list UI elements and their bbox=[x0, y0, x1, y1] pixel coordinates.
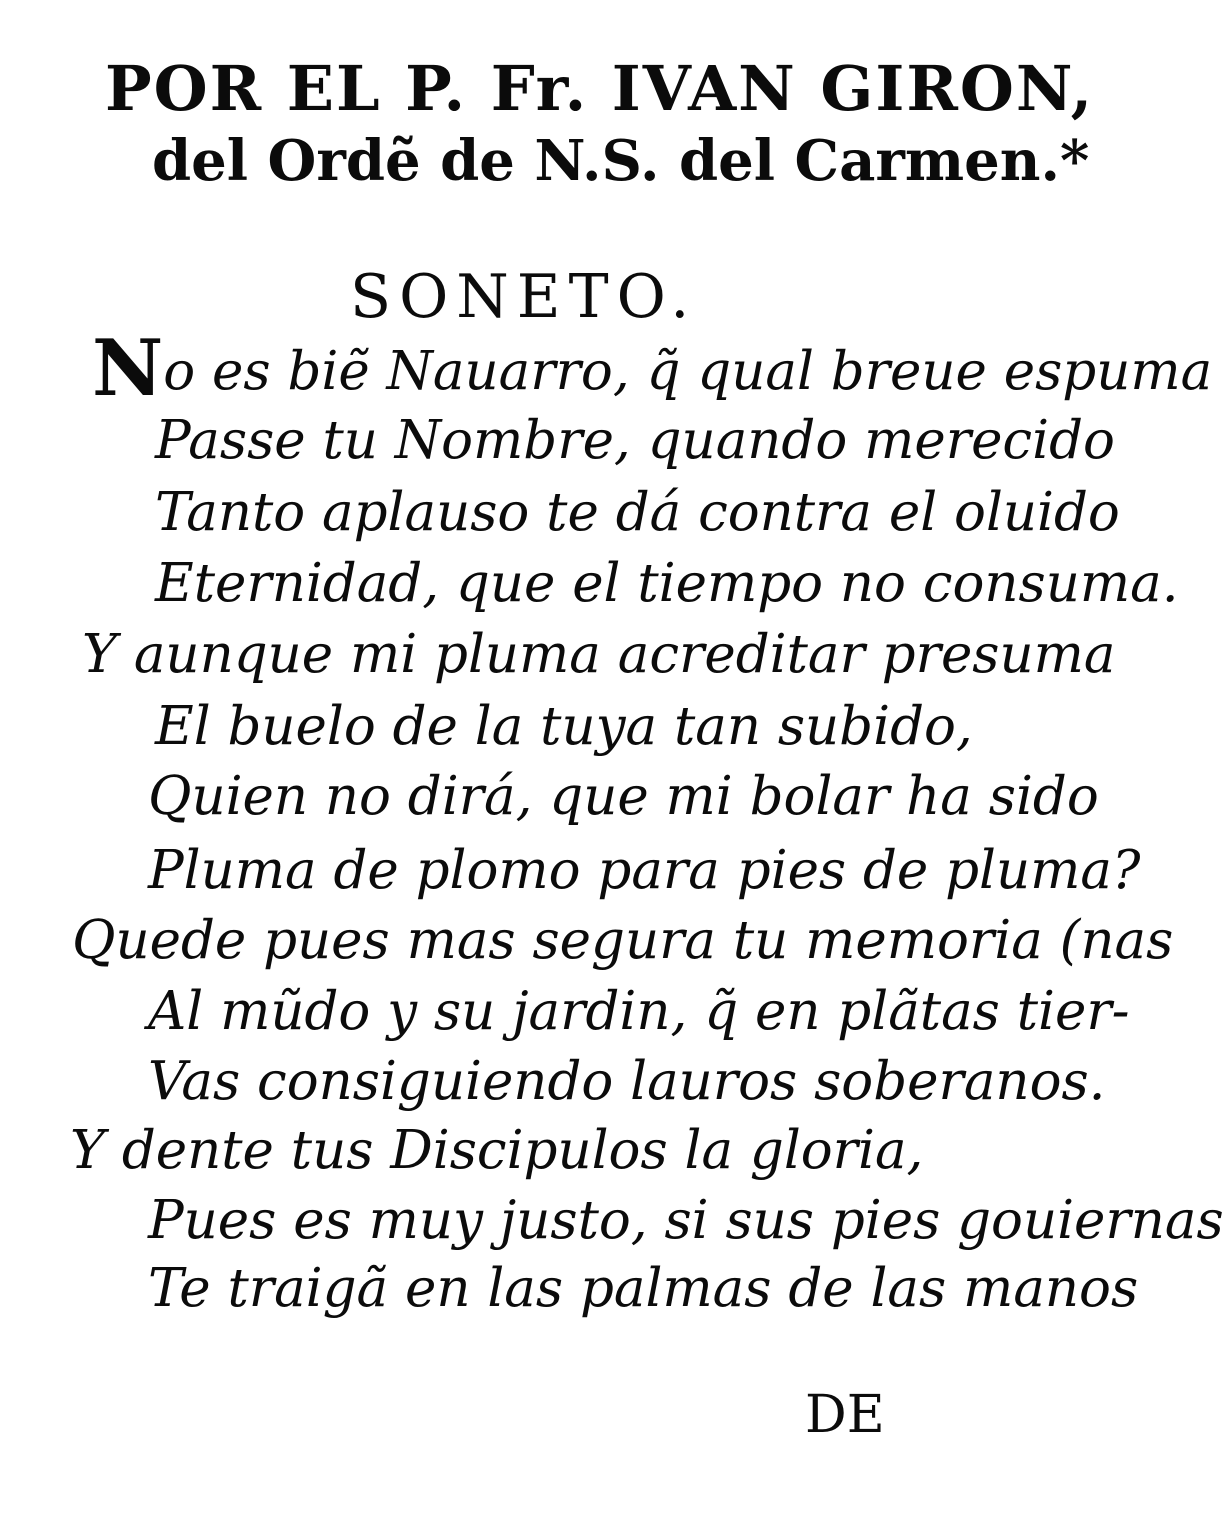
verse-line-10: Al mũdo y su jardin, q̃ en plãtas tier- bbox=[148, 981, 1130, 1042]
verse-line-6: El buelo de la tuya tan subido, bbox=[155, 696, 973, 757]
verse-line-11: Vas consiguiendo lauros soberanos. bbox=[148, 1051, 1106, 1112]
verse-line-7: Quien no dirá, que mi bolar ha sido bbox=[148, 766, 1099, 827]
verse-line-4: Eternidad, que el tiempo no consuma. bbox=[155, 553, 1179, 614]
drop-cap: N bbox=[92, 323, 164, 414]
verse-line-3: Tanto aplauso te dá contra el oluido bbox=[155, 482, 1120, 543]
verse-line-12: Y dente tus Discipulos la gloria, bbox=[70, 1120, 924, 1181]
catchword: DE bbox=[805, 1385, 885, 1445]
author-heading-line-2: del Ordẽ de N.S. del Carmen.* bbox=[152, 128, 1090, 194]
verse-line-14: Te traigã en las palmas de las manos bbox=[148, 1258, 1139, 1319]
verse-line-9: Quede pues mas segura tu memoria (nas bbox=[72, 910, 1174, 971]
verse-line-2: Passe tu Nombre, quando merecido bbox=[155, 410, 1115, 471]
verse-line-8: Pluma de plomo para pies de pluma? bbox=[148, 840, 1141, 901]
verse-line-5: Y aunque mi pluma acreditar presuma bbox=[82, 624, 1116, 685]
verse-line-1-text: o es biẽ Nauarro, q̃ qual breue espuma bbox=[163, 341, 1213, 402]
author-heading-line-1: POR EL P. Fr. IVAN GIRON, bbox=[105, 52, 1095, 125]
verse-line-13: Pues es muy justo, si sus pies gouiernas bbox=[148, 1190, 1224, 1251]
verse-line-1 bbox=[92, 323, 1213, 414]
poem-title: SONETO. bbox=[350, 262, 698, 332]
